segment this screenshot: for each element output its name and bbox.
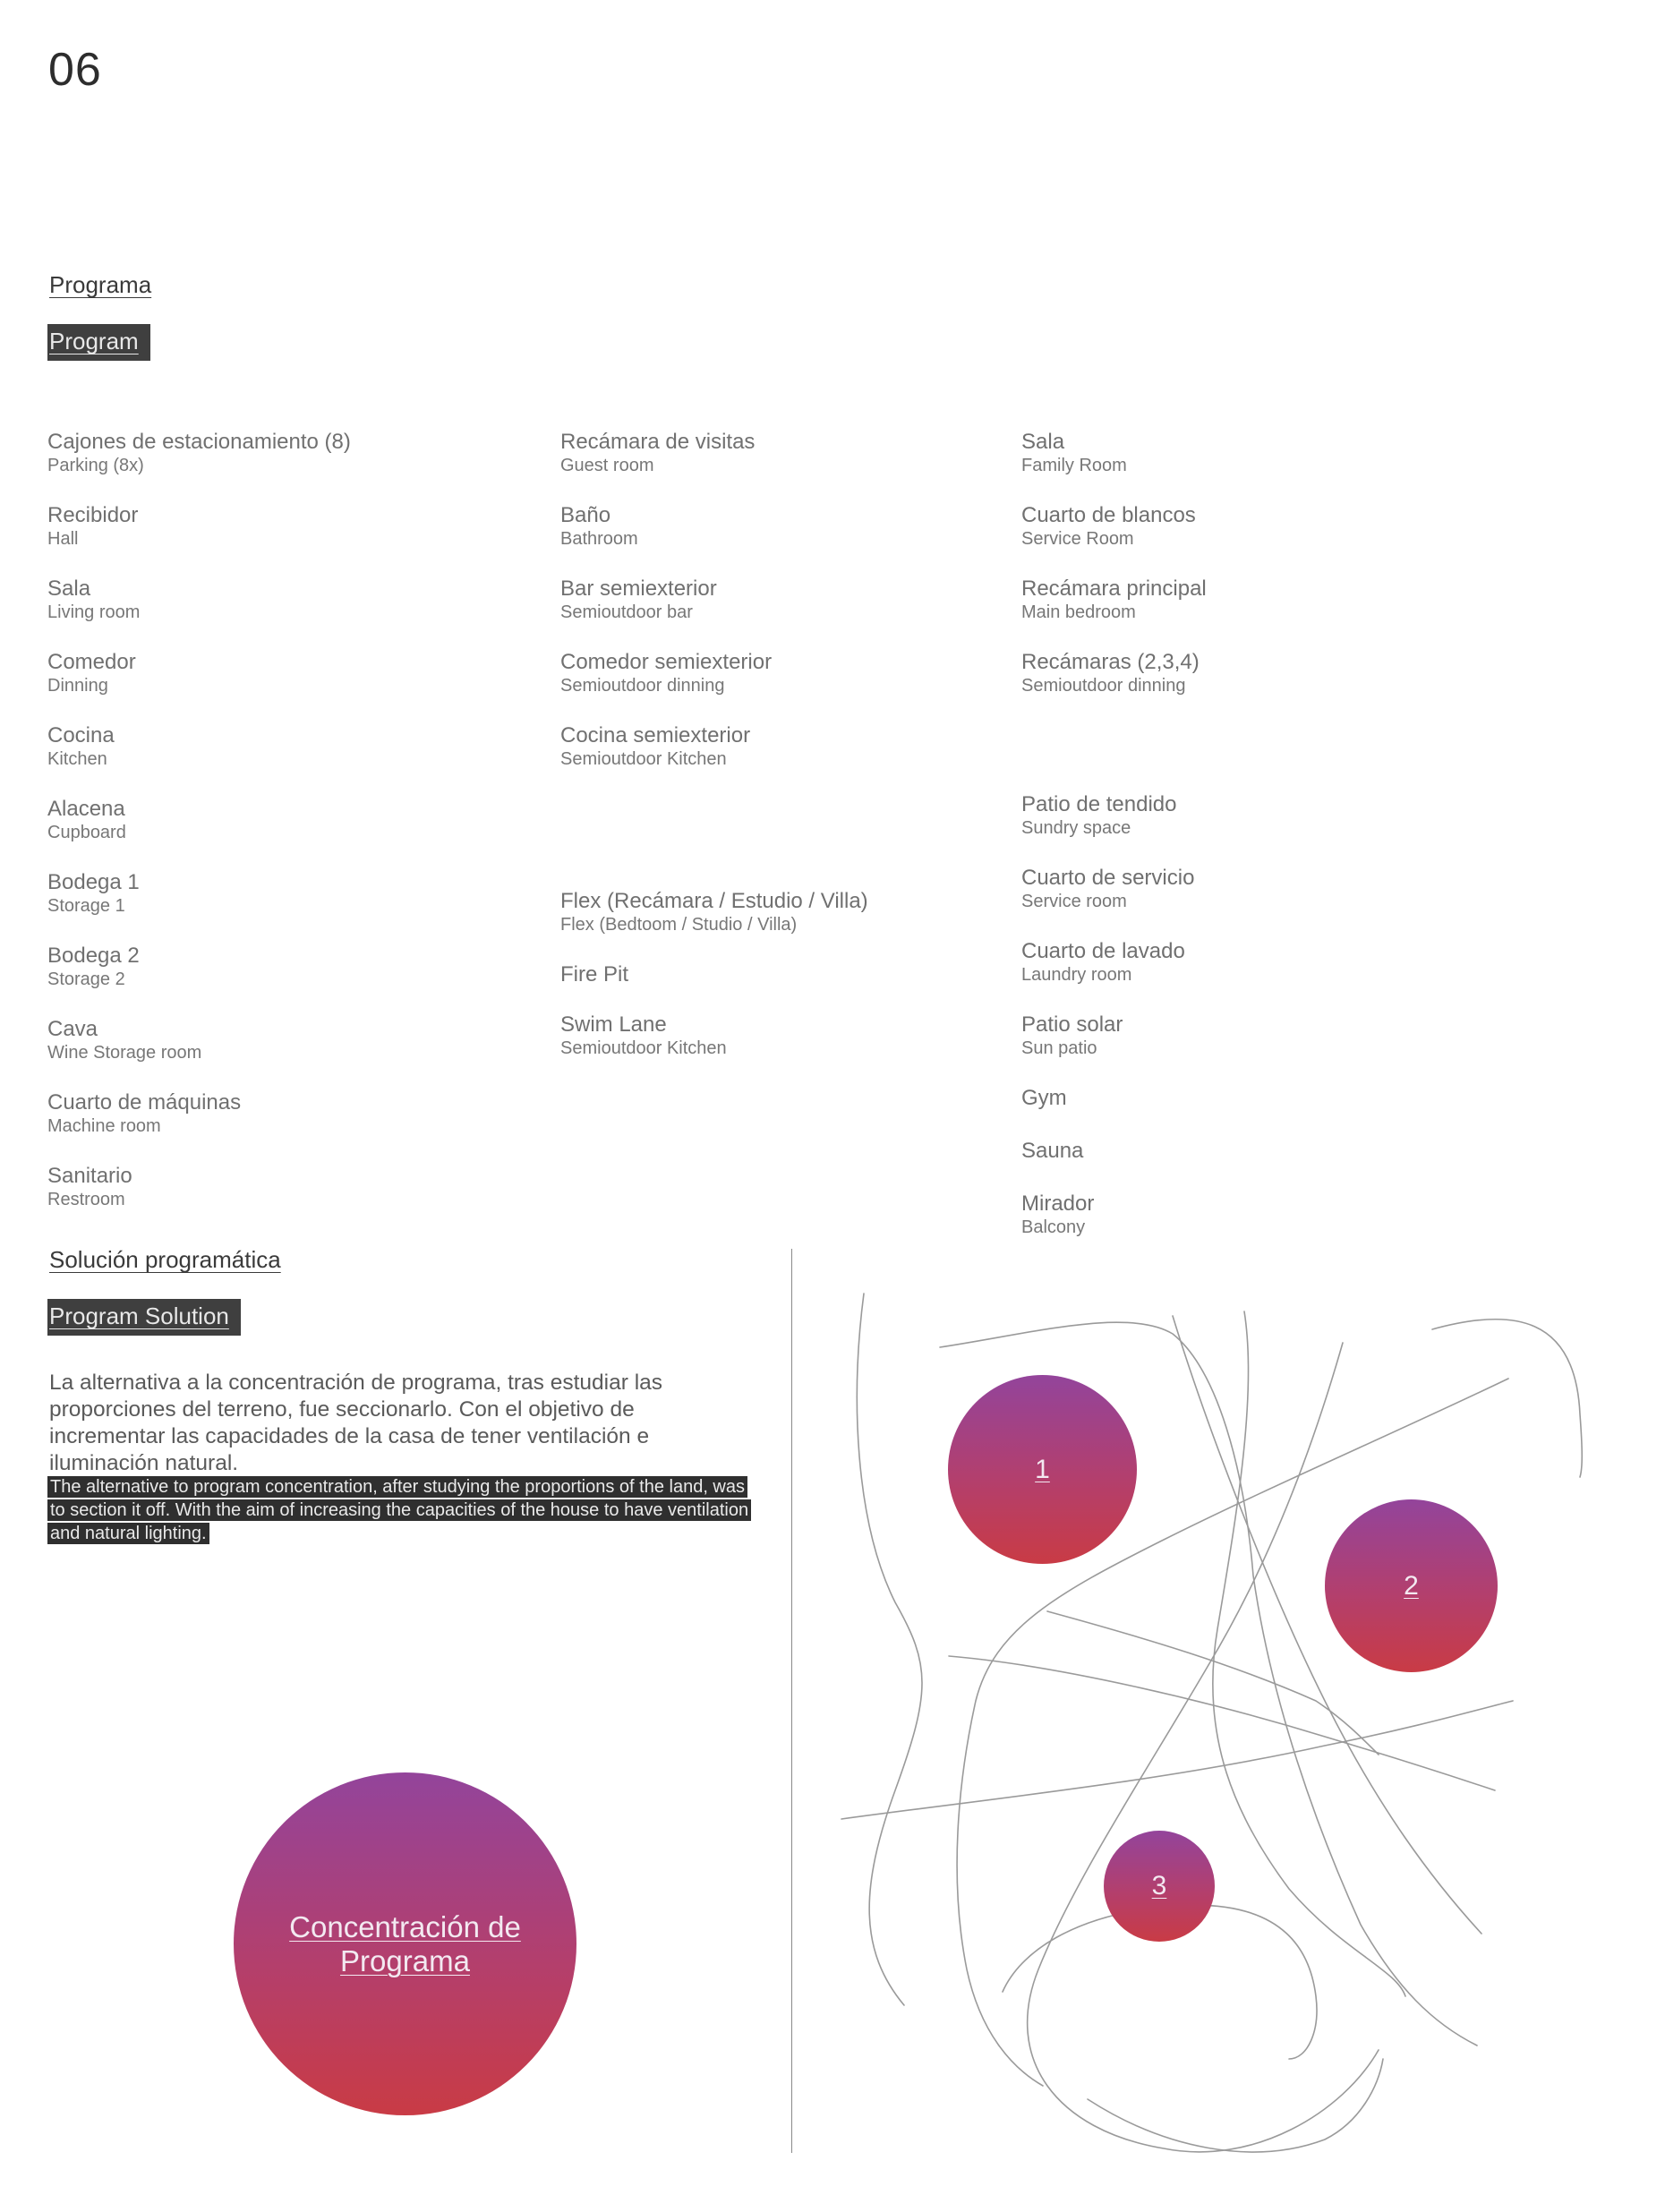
program-item-es: Recámaras (2,3,4) [1021, 650, 1200, 674]
program-item-es: Cuarto de lavado [1021, 939, 1185, 963]
program-item-es: Sauna [1021, 1139, 1084, 1163]
program-item-en: Hall [47, 529, 79, 549]
program-item-en: Machine room [47, 1116, 161, 1136]
program-item-en: Service Room [1021, 529, 1134, 549]
program-item-es: Swim Lane [560, 1012, 667, 1037]
program-item-es: Bodega 2 [47, 944, 140, 968]
program-item-es: Comedor semiexterior [560, 650, 773, 674]
program-item-es: Patio de tendido [1021, 792, 1177, 816]
program-item-en: Semioutdoor dinning [560, 676, 725, 696]
program-item-en: Storage 1 [47, 896, 125, 916]
program-heading-es: Programa [49, 271, 152, 298]
program-item-en: Balcony [1021, 1217, 1086, 1237]
program-item-es: Cuarto de máquinas [47, 1090, 242, 1115]
program-item-es: Sanitario [47, 1164, 132, 1188]
program-item-en: Family Room [1021, 456, 1127, 475]
program-item-en: Restroom [47, 1190, 125, 1209]
program-item-en: Bathroom [560, 529, 638, 549]
program-item-en: Parking (8x) [47, 456, 144, 475]
program-item-en: Sundry space [1021, 818, 1131, 838]
program-item-en: Dinning [47, 676, 108, 696]
program-item-es: Cuarto de servicio [1021, 866, 1195, 890]
site-line [1088, 2059, 1383, 2152]
program-item-en: Storage 2 [47, 969, 125, 989]
site-line [1432, 1320, 1582, 1477]
program-item-es: Bodega 1 [47, 870, 140, 894]
program-item-es: Mirador [1021, 1191, 1095, 1216]
program-item-en: Semioutdoor bar [560, 602, 693, 622]
section-circle-3 [1104, 1831, 1215, 1942]
program-item-es: Cava [47, 1017, 98, 1041]
section-label: 2 [1404, 1570, 1419, 1601]
program-item-en: Kitchen [47, 749, 107, 769]
program-item-en: Cupboard [47, 823, 126, 842]
solution-text-es: La alternativa a la concentración de programa, tras estudiar las proporciones del terreno, fue seccionarlo. Con el objetivo de incrementar las capacidades de la casa de tener ventilación e iluminación natural. [49, 1371, 663, 1475]
program-item-es: Recámara principal [1021, 576, 1207, 601]
site-line [857, 1294, 922, 2005]
program-item-en: Wine Storage room [47, 1043, 202, 1063]
program-item-es: Cocina [47, 723, 115, 747]
program-item-en: Semioutdoor dinning [1021, 676, 1186, 696]
solution-heading-en: Program Solution [47, 1299, 241, 1336]
program-item-es: Patio solar [1021, 1012, 1123, 1037]
program-item-es: Gym [1021, 1086, 1067, 1110]
program-item-es: Alacena [47, 797, 125, 821]
program-item-es: Recámara de visitas [560, 430, 756, 454]
site-line [949, 1656, 1495, 1790]
section-label: 1 [1035, 1454, 1050, 1484]
section-circle-1 [948, 1375, 1137, 1564]
program-item-en: Guest room [560, 456, 654, 475]
program-item-en: Sun patio [1021, 1038, 1097, 1058]
program-heading-en: Program [47, 324, 150, 361]
program-item-es: Cajones de estacionamiento (8) [47, 430, 351, 454]
page-number: 06 [48, 44, 102, 96]
program-item-en: Laundry room [1021, 965, 1132, 985]
program-item-en: Flex (Bedtoom / Studio / Villa) [560, 915, 798, 935]
program-item-es: Fire Pit [560, 962, 629, 986]
program-item-es: Baño [560, 503, 611, 527]
program-item-es: Sala [47, 576, 91, 601]
program-item-es: Comedor [47, 650, 136, 674]
solution-text-en-highlight: The alternative to program concentration, after studying the proportions of the land, was to section it off. With the aim of increasing the capacities of the house to have ventilation and natural lighting. [47, 1476, 751, 1544]
section-circle-2 [1325, 1499, 1498, 1672]
program-item-es: Cocina semiexterior [560, 723, 751, 747]
program-item-es: Flex (Recámara / Estudio / Villa) [560, 889, 868, 913]
concentration-label: Concentración de Programa [289, 1909, 521, 1977]
program-item-es: Bar semiexterior [560, 576, 717, 601]
program-item-es: Sala [1021, 430, 1065, 454]
program-item-es: Cuarto de blancos [1021, 503, 1196, 527]
program-item-en: Living room [47, 602, 141, 622]
program-item-es: Recibidor [47, 503, 139, 527]
program-item-en: Semioutdoor Kitchen [560, 749, 727, 769]
program-item-en: Service room [1021, 892, 1127, 911]
program-item-en: Main bedroom [1021, 602, 1136, 622]
section-label: 3 [1151, 1871, 1167, 1900]
program-item-en: Semioutdoor Kitchen [560, 1038, 727, 1058]
solution-heading-es: Solución programática [49, 1246, 281, 1273]
